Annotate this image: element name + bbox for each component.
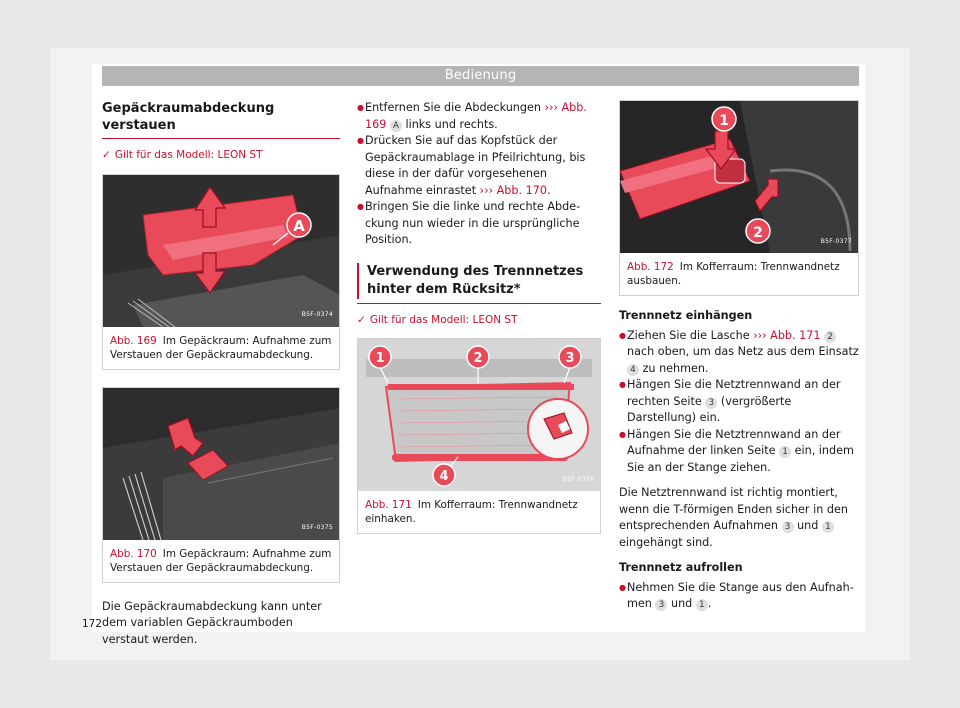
partition-net-illustration — [358, 339, 600, 491]
figure-code: B5F-0377 — [820, 237, 852, 245]
marker-badge: 3 — [705, 397, 717, 409]
validity-note: ✓ Gilt für das Modell: LEON ST — [102, 149, 263, 161]
column-3 — [619, 100, 859, 613]
check-icon: ✓ — [102, 149, 111, 161]
marker-badge: A — [390, 120, 402, 132]
svg-text:1: 1 — [719, 113, 729, 129]
figure-caption: Abb. 172 Im Kofferraum: Trennwandnetz ausbauen. — [627, 261, 840, 287]
section-heading-block — [357, 263, 601, 299]
svg-text:2: 2 — [753, 225, 763, 241]
figure-ref-link[interactable]: ››› Abb. 169 — [365, 101, 587, 131]
body-paragraph: Die Netztrennwand ist richtig montiert, wenn die T-förmigen Enden sicher in den entsprechenden Aufnahmen 3 und 1 eingehängt sind. — [619, 486, 848, 549]
svg-text:1: 1 — [375, 351, 385, 366]
section-heading: Verwendung des Trennnetzes hinter dem Rücksitz* — [367, 263, 584, 297]
instruction-step: ● Nehmen Sie die Stange aus den Aufnahmen 3 und 1 . — [619, 580, 859, 613]
svg-text:3: 3 — [565, 351, 575, 366]
instruction-step: ● Hängen Sie die Netztrennwand an der Aufnahme der linken Seite 1 ein, indem Sie an der Stange ziehen. — [619, 427, 859, 477]
page-number: 172 — [82, 618, 103, 630]
figure-code: B5F-0375 — [301, 524, 333, 531]
figure-caption: Abb. 169 Im Gepäckraum: Aufnahme zum Verstauen der Gepäckraumabdeckung. — [110, 334, 332, 361]
figure-169 — [102, 174, 340, 370]
marker-badge: 1 — [822, 521, 834, 533]
marker-badge: 1 — [779, 446, 791, 458]
figure-code: B5F-0376 — [562, 475, 594, 483]
svg-text:2: 2 — [473, 351, 483, 366]
figure-172-image — [620, 101, 858, 253]
figure-ref-link[interactable]: ››› Abb. 171 — [753, 328, 821, 342]
subheading: Trennnetz einhängen — [619, 309, 753, 322]
figure-170 — [102, 387, 340, 583]
section-header: Bedienung — [102, 66, 859, 86]
heading-rule — [102, 138, 340, 139]
subheading: Trennnetz aufrollen — [619, 561, 743, 574]
figure-171 — [357, 338, 601, 534]
column-1 — [102, 100, 340, 648]
section-heading: Gepäckraumabdeckung verstauen — [102, 101, 275, 133]
figure-ref-link[interactable]: ››› Abb. 170 — [479, 183, 547, 197]
body-text: Die Gepäckraumabdeckung kann unter dem variablen Gepäckraumboden verstaut werden. — [102, 599, 322, 646]
instruction-step: ● Bringen Sie die linke und rechte Abdeckung nun wieder in die ursprüngliche Position. — [357, 199, 601, 249]
marker-badge: 2 — [824, 331, 836, 343]
net-removal-illustration — [620, 101, 858, 253]
instruction-step: ● Entfernen Sie die Abdeckungen ››› Abb. 169 A links und rechts. — [357, 100, 601, 133]
svg-text:4: 4 — [439, 469, 449, 484]
figure-code: B5F-0374 — [301, 311, 333, 318]
marker-badge: 3 — [782, 521, 794, 533]
validity-note: ✓ Gilt für das Modell: LEON ST — [357, 313, 518, 326]
figure-171-image — [358, 339, 600, 491]
figure-caption: Abb. 170 Im Gepäckraum: Aufnahme zum Verstauen der Gepäckraumabdeckung. — [110, 547, 332, 574]
heading-rule — [357, 303, 601, 304]
figure-169-image — [103, 175, 339, 327]
figure-172 — [619, 100, 859, 296]
instruction-step: ● Drücken Sie auf das Kopfstück der Gepäckraumablage in Pfeilrichtung, bis diese in der dafür vorgesehenen Aufnahme einrastet ››› Abb. 170. — [357, 133, 601, 199]
figure-caption: Abb. 171 Im Kofferraum: Trennwandnetz einhaken. — [365, 499, 578, 525]
instruction-step: ● Hängen Sie die Netztrennwand an der rechten Seite 3 (vergrößerte Darstellung) ein. — [619, 377, 859, 427]
figure-170-image — [103, 388, 339, 540]
marker-a: A — [293, 216, 305, 235]
marker-badge: 4 — [627, 364, 639, 376]
marker-badge: 1 — [696, 599, 708, 611]
column-2 — [357, 100, 601, 534]
trunk-cover-stowed-illustration — [103, 388, 339, 540]
instruction-step: ● Ziehen Sie die Lasche ››› Abb. 171 2 nach oben, um das Netz aus dem Einsatz 4 zu nehmen. — [619, 328, 859, 378]
check-icon: ✓ — [357, 313, 366, 326]
trunk-cover-illustration — [103, 175, 339, 327]
marker-badge: 3 — [655, 599, 667, 611]
